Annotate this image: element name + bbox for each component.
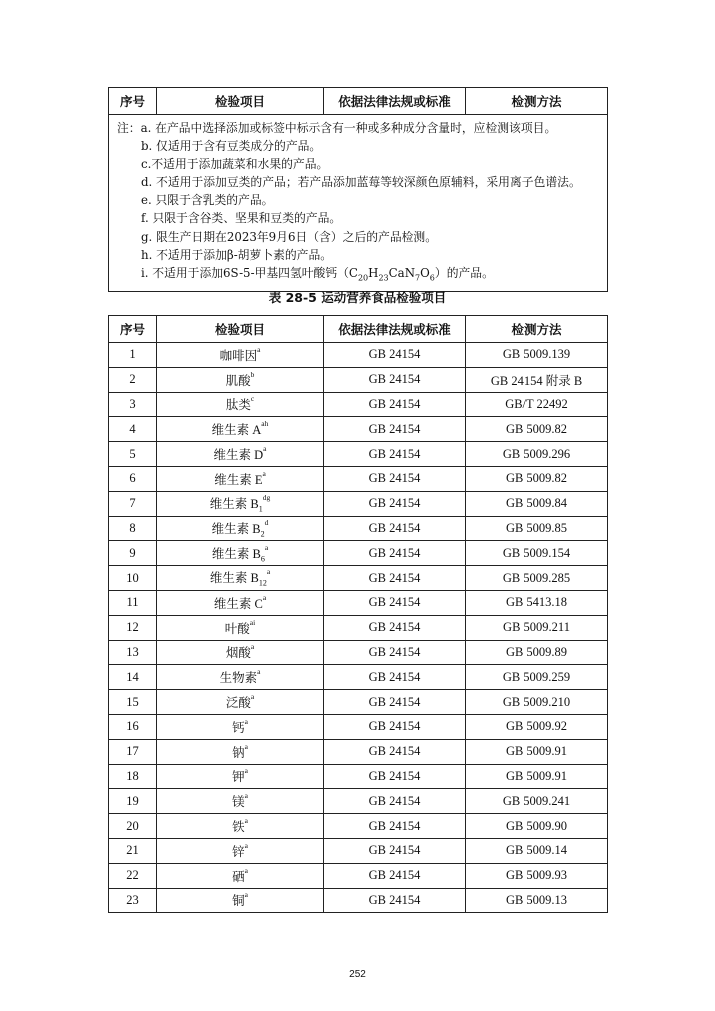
table-row (109, 640, 608, 665)
cell-basis: GB 24154 (324, 640, 466, 665)
item-name: 维生素 D (213, 448, 264, 463)
page-number: 252 (349, 969, 366, 980)
inspection-items-table (108, 315, 608, 913)
cell-basis: GB 24154 (324, 417, 466, 442)
item-name: 维生素 B (211, 521, 261, 536)
formula-part: H (368, 265, 379, 280)
table-row (109, 417, 608, 442)
table-row (109, 615, 608, 640)
table-row (109, 789, 608, 814)
item-name: 维生素 B (209, 496, 259, 511)
cell-method: GB 5009.93 (466, 863, 608, 888)
footnote-marker: a (244, 890, 248, 900)
cell-item (157, 665, 324, 690)
cell-basis: GB 24154 (324, 764, 466, 789)
table-row (109, 690, 608, 715)
item-name: 维生素 E (214, 472, 263, 487)
cell-basis: GB 24154 (324, 343, 466, 368)
item-name: 维生素 B (211, 546, 261, 561)
formula-part: O (420, 265, 430, 280)
item-name: 钠 (232, 745, 245, 760)
table-row (109, 491, 608, 516)
header-basis: 依据法律法规或标准 (324, 316, 466, 343)
cell-item (157, 590, 324, 615)
cell-no: 1 (109, 343, 157, 368)
cell-no: 12 (109, 615, 157, 640)
table-row (109, 838, 608, 863)
table-row (109, 590, 608, 615)
header-item: 检验项目 (157, 316, 324, 343)
cell-basis: GB 24154 (324, 739, 466, 764)
cell-no: 11 (109, 590, 157, 615)
cell-method: GB 5009.210 (466, 690, 608, 715)
cell-no: 19 (109, 789, 157, 814)
item-subscript: 6 (260, 554, 265, 564)
notes-cell (109, 115, 608, 292)
item-name: 维生素 B (209, 571, 259, 586)
footnote-marker: a (244, 766, 248, 776)
footnote-marker: ai (249, 617, 256, 627)
cell-basis: GB 24154 (324, 466, 466, 491)
cell-item (157, 417, 324, 442)
cell-item (157, 838, 324, 863)
cell-method: GB 5413.18 (466, 590, 608, 615)
footnote-marker: b (250, 369, 255, 379)
cell-method: GB 5009.89 (466, 640, 608, 665)
footnote-marker: d (264, 517, 269, 527)
cell-item (157, 343, 324, 368)
table-row (109, 466, 608, 491)
note-d: d. 不适用于添加豆类的产品；若产品添加蓝莓等较深颜色原辅料，采用离子色谱法。 (141, 175, 581, 190)
cell-no: 4 (109, 417, 157, 442)
header-row (109, 88, 608, 115)
item-name: 钙 (232, 720, 245, 735)
cell-method: GB 5009.82 (466, 466, 608, 491)
cell-no: 17 (109, 739, 157, 764)
cell-method: GB/T 22492 (466, 392, 608, 417)
table-row (109, 367, 608, 392)
item-name: 钾 (232, 770, 245, 785)
cell-method: GB 5009.82 (466, 417, 608, 442)
item-name: 维生素 C (213, 596, 263, 611)
note-line (117, 119, 601, 137)
table-row (109, 863, 608, 888)
cell-basis: GB 24154 (324, 491, 466, 516)
cell-item (157, 714, 324, 739)
cell-no: 16 (109, 714, 157, 739)
header-no: 序号 (109, 316, 157, 343)
cell-item (157, 690, 324, 715)
cell-no: 20 (109, 814, 157, 839)
cell-method: GB 5009.154 (466, 541, 608, 566)
cell-basis: GB 24154 (324, 690, 466, 715)
table-row (109, 343, 608, 368)
cell-no: 5 (109, 442, 157, 467)
formula-sub: 7 (415, 273, 421, 283)
cell-item (157, 863, 324, 888)
cell-method: GB 5009.211 (466, 615, 608, 640)
cell-item (157, 442, 324, 467)
table-row (109, 516, 608, 541)
cell-method: GB 5009.92 (466, 714, 608, 739)
cell-basis: GB 24154 (324, 615, 466, 640)
cell-item (157, 640, 324, 665)
cell-item (157, 739, 324, 764)
header-method: 检测方法 (466, 316, 608, 343)
header-row (109, 316, 608, 343)
cell-basis: GB 24154 (324, 863, 466, 888)
footnote-marker: a (244, 816, 248, 826)
cell-method: GB 5009.13 (466, 888, 608, 913)
footnote-marker: ah (261, 419, 269, 429)
cell-no: 8 (109, 516, 157, 541)
item-name: 锌 (232, 844, 245, 859)
table-row (109, 814, 608, 839)
note-e: e. 只限于含乳类的产品。 (141, 193, 274, 208)
cell-basis: GB 24154 (324, 566, 466, 591)
table-row (109, 442, 608, 467)
cell-no: 14 (109, 665, 157, 690)
item-name: 咖啡因 (219, 348, 258, 363)
cell-basis: GB 24154 (324, 442, 466, 467)
cell-basis: GB 24154 (324, 392, 466, 417)
cell-basis: GB 24154 (324, 516, 466, 541)
footnote-marker: a (250, 692, 255, 702)
cell-no: 13 (109, 640, 157, 665)
cell-basis: GB 24154 (324, 888, 466, 913)
notes-row (109, 115, 608, 292)
table-row (109, 665, 608, 690)
table-row (109, 888, 608, 913)
formula-sub: 23 (378, 273, 389, 283)
cell-item (157, 541, 324, 566)
header-basis: 依据法律法规或标准 (324, 88, 466, 115)
item-name: 生物素 (219, 671, 258, 686)
table-row (109, 714, 608, 739)
cell-method: GB 24154 附录 B (466, 367, 608, 392)
cell-item (157, 516, 324, 541)
item-name: 维生素 A (211, 423, 262, 438)
cell-no: 21 (109, 838, 157, 863)
cell-item (157, 888, 324, 913)
table-row (109, 764, 608, 789)
cell-no: 10 (109, 566, 157, 591)
footnote-marker: a (244, 865, 248, 875)
cell-basis: GB 24154 (324, 838, 466, 863)
item-name: 铜 (232, 894, 245, 909)
cell-item (157, 789, 324, 814)
item-subscript: 2 (260, 529, 265, 539)
header-no: 序号 (109, 88, 157, 115)
cell-basis: GB 24154 (324, 590, 466, 615)
footnote-marker: a (244, 741, 248, 751)
item-name: 泛酸 (225, 696, 251, 711)
table-title: 表 28-5 运动营养食品检验项目 (268, 290, 447, 305)
item-name: 肽类 (225, 398, 251, 413)
note-f: f. 只限于含谷类、坚果和豆类的产品。 (141, 211, 342, 226)
cell-basis: GB 24154 (324, 665, 466, 690)
item-name: 硒 (232, 869, 245, 884)
cell-no: 18 (109, 764, 157, 789)
cell-basis: GB 24154 (324, 541, 466, 566)
item-name: 叶酸 (224, 621, 250, 636)
item-subscript: 12 (258, 578, 267, 588)
note-b: b. 仅适用于含有豆类成分的产品。 (141, 139, 322, 154)
item-name: 铁 (232, 820, 245, 835)
cell-method: GB 5009.241 (466, 789, 608, 814)
cell-item (157, 392, 324, 417)
header-item: 检验项目 (157, 88, 324, 115)
footnote-marker: a (244, 791, 248, 801)
cell-no: 22 (109, 863, 157, 888)
cell-item (157, 367, 324, 392)
cell-method: GB 5009.139 (466, 343, 608, 368)
footnote-marker: a (266, 567, 271, 577)
note-c: c.不适用于添加蔬菜和水果的产品。 (141, 157, 329, 172)
cell-no: 3 (109, 392, 157, 417)
footnote-marker: a (257, 344, 261, 354)
table-row (109, 392, 608, 417)
cell-no: 15 (109, 690, 157, 715)
item-name: 镁 (232, 795, 245, 810)
cell-item (157, 615, 324, 640)
footnote-marker: a (264, 542, 269, 552)
cell-basis: GB 24154 (324, 714, 466, 739)
footnote-marker: dg (262, 492, 271, 502)
cell-method: GB 5009.14 (466, 838, 608, 863)
note-a: a. 在产品中选择添加或标签中标示含有一种或多种成分含量时，应检测该项目。 (140, 121, 557, 135)
footnote-marker: a (262, 592, 267, 602)
cell-no: 2 (109, 367, 157, 392)
cell-no: 9 (109, 541, 157, 566)
formula-sub: 20 (357, 273, 369, 283)
table-row (109, 541, 608, 566)
cell-basis: GB 24154 (324, 789, 466, 814)
note-i-suffix: ）的产品。 (434, 265, 494, 280)
footnote-marker: c (250, 394, 255, 404)
cell-basis: GB 24154 (324, 814, 466, 839)
cell-item (157, 814, 324, 839)
table-row (109, 739, 608, 764)
cell-method: GB 5009.90 (466, 814, 608, 839)
item-name: 肌酸 (225, 373, 251, 388)
cell-no: 6 (109, 466, 157, 491)
formula-part: CaN (388, 265, 416, 280)
footnote-marker: a (257, 667, 261, 677)
note-i (117, 264, 601, 287)
cell-item (157, 466, 324, 491)
footnote-marker: a (263, 444, 267, 454)
cell-method: GB 5009.85 (466, 516, 608, 541)
notes-table (108, 87, 608, 292)
cell-item (157, 491, 324, 516)
footnote-marker: a (244, 840, 248, 850)
note-h: h. 不适用于添加β-胡萝卜素的产品。 (141, 247, 333, 262)
cell-method: GB 5009.91 (466, 739, 608, 764)
cell-method: GB 5009.285 (466, 566, 608, 591)
footnote-marker: a (250, 642, 255, 652)
formula-sub: 6 (429, 273, 435, 283)
item-subscript: 1 (258, 504, 263, 514)
cell-method: GB 5009.84 (466, 491, 608, 516)
cell-no: 23 (109, 888, 157, 913)
cell-basis: GB 24154 (324, 367, 466, 392)
table-row (109, 566, 608, 591)
note-g: g. 限生产日期在2023年9月6日（含）之后的产品检测。 (141, 229, 438, 244)
footnote-marker: a (262, 468, 266, 478)
header-method: 检测方法 (466, 88, 608, 115)
item-name: 烟酸 (225, 646, 251, 661)
note-i-prefix: i. 不适用于添加6S-5-甲基四氢叶酸钙（C (141, 265, 358, 280)
notes-label: 注： (117, 121, 141, 135)
cell-no: 7 (109, 491, 157, 516)
footnote-marker: a (244, 716, 248, 726)
cell-method: GB 5009.259 (466, 665, 608, 690)
cell-item (157, 566, 324, 591)
cell-method: GB 5009.91 (466, 764, 608, 789)
cell-item (157, 764, 324, 789)
cell-method: GB 5009.296 (466, 442, 608, 467)
